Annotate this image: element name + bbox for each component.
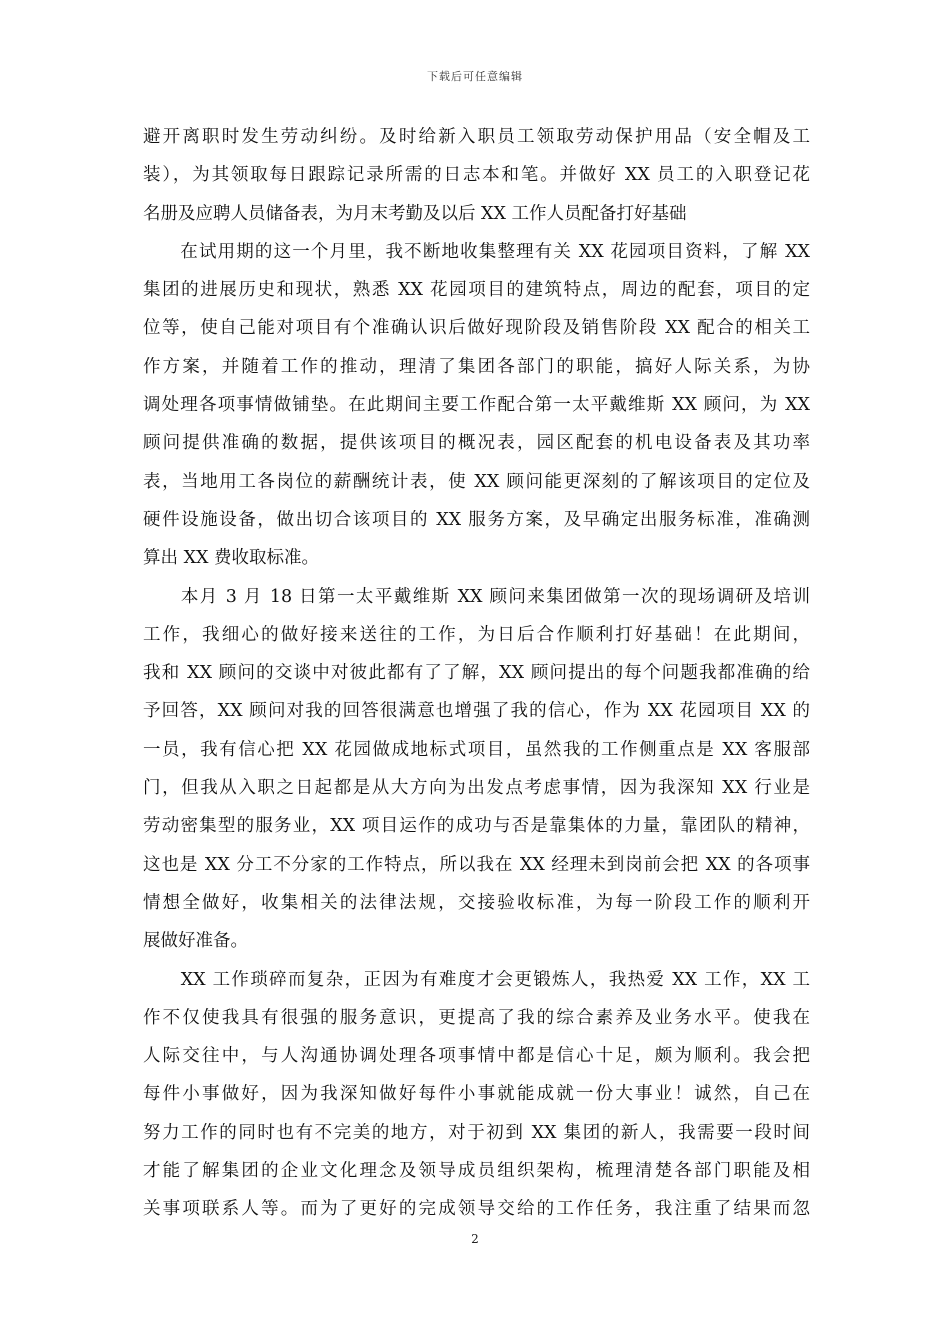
page-number: 2: [471, 1232, 479, 1246]
text-line: 才能了解集团的企业文化理念及领导成员组织架构，梳理清楚各部门职能及相: [143, 1161, 810, 1182]
text-line: 硬件设施设备，做出切合该项目的 XX 服务方案，及早确定出服务标准，准确测: [143, 509, 810, 530]
text-line: 一员，我有信心把 XX 花园做成地标式项目，虽然我的工作侧重点是 XX 客服部: [143, 739, 810, 760]
text-line: 努力工作的同时也有不完美的地方，对于初到 XX 集团的新人，我需要一段时间: [143, 1122, 810, 1143]
text-line: 顾问提供准确的数据，提供该项目的概况表，园区配套的机电设备表及其功率: [143, 433, 810, 454]
text-line: 作方案，并随着工作的推动，理清了集团各部门的职能，搞好人际关系，为协: [143, 356, 810, 377]
text-line: 避开离职时发生劳动纠纷。及时给新入职员工领取劳动保护用品（安全帽及工: [143, 127, 810, 147]
text-line: 工作，我细心的做好接来送往的工作，为日后合作顺利打好基础！在此期间，: [143, 624, 810, 645]
page-header: 下载后可任意编辑: [427, 70, 523, 83]
text-line: 门，但我从入职之日起都是从大方向为出发点考虑事情，因为我深知 XX 行业是: [143, 778, 810, 799]
text-line: 装），为其领取每日跟踪记录所需的日志本和笔。并做好 XX 员工的入职登记花: [143, 165, 810, 186]
text-line: 作不仅使我具有很强的服务意识，更提高了我的综合素养及业务水平。使我在: [143, 1007, 810, 1028]
text-line: 在试用期的这一个月里，我不断地收集整理有关 XX 花园项目资料，了解 XX: [143, 241, 810, 262]
text-line: 表，当地用工各岗位的薪酬统计表，使 XX 顾问能更深刻的了解该项目的定位及: [143, 471, 810, 492]
text-line: 位等，使自己能对项目有个准确认识后做好现阶段及销售阶段 XX 配合的相关工: [143, 318, 810, 339]
document-body: [143, 118, 810, 1229]
text-line: 劳动密集型的服务业，XX 项目运作的成功与否是靠集体的力量，靠团队的精神，: [143, 816, 810, 837]
text-line: 这也是 XX 分工不分家的工作特点，所以我在 XX 经理未到岗前会把 XX 的各项事: [143, 854, 810, 875]
text-line: 人际交往中，与人沟通协调处理各项事情中都是信心十足，颇为顺利。我会把: [143, 1046, 810, 1067]
text-line: 名册及应聘人员储备表，为月末考勤及以后 XX 工作人员配备打好基础: [143, 203, 687, 224]
text-line: 予回答，XX 顾问对我的回答很满意也增强了我的信心，作为 XX 花园项目 XX 的: [143, 701, 810, 722]
text-line: 调处理各项事情做铺垫。在此期间主要工作配合第一太平戴维斯 XX 顾问，为 XX: [143, 395, 810, 416]
text-line: 每件小事做好，因为我深知做好每件小事就能成就一份大事业！诚然，自己在: [143, 1084, 810, 1105]
text-line: 算出 XX 费收取标准。: [143, 548, 320, 569]
text-line: 情想全做好，收集相关的法律法规，交接验收标准，为每一阶段工作的顺利开: [143, 892, 810, 913]
text-line: XX 工作琐碎而复杂，正因为有难度才会更锻炼人，我热爱 XX 工作，XX 工: [143, 969, 810, 990]
text-line: 展做好准备。: [143, 931, 248, 952]
text-line: 我和 XX 顾问的交谈中对彼此都有了了解，XX 顾问提出的每个问题我都准确的给: [143, 663, 810, 684]
text-line: 集团的进展历史和现状，熟悉 XX 花园项目的建筑特点，周边的配套，项目的定: [143, 280, 810, 301]
text-line: 关事项联系人等。而为了更好的完成领导交给的工作任务，我注重了结果而忽: [143, 1199, 810, 1220]
text-line: 本月 3 月 18 日第一太平戴维斯 XX 顾问来集团做第一次的现场调研及培训: [143, 586, 810, 607]
